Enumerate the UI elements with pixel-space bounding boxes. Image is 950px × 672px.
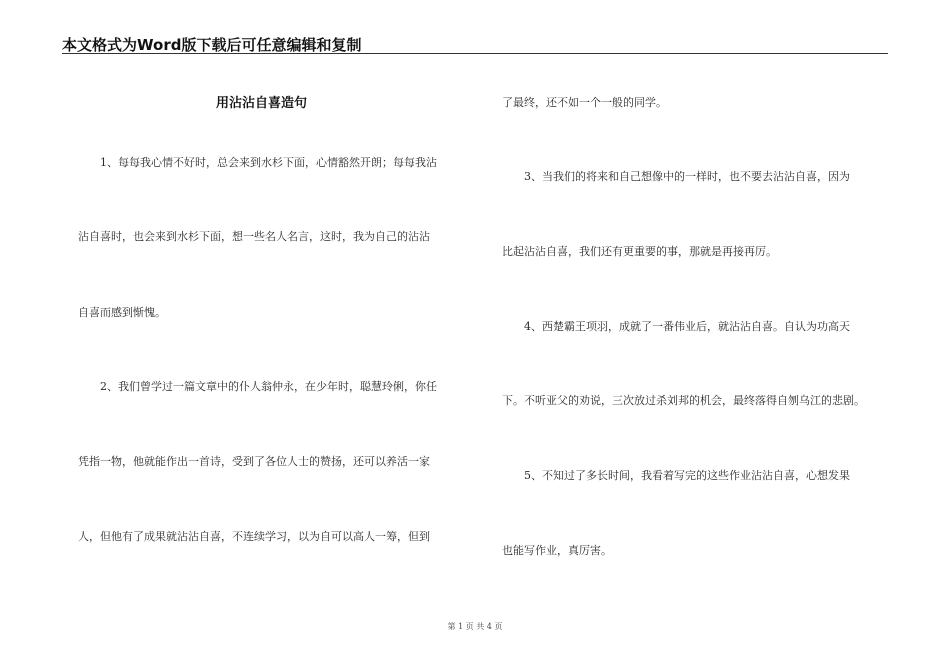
page-title: 用沾沾自喜造句 xyxy=(216,96,308,111)
paragraph-line: 2、我们曾学过一篇文章中的仆人翁仲永，在少年时，聪慧玲俐，你任 xyxy=(100,380,437,393)
paragraph-line: 4、西楚霸王项羽，成就了一番伟业后，就沾沾自喜。自认为功高天 xyxy=(524,320,850,333)
paragraph-line: 自喜而感到惭愧。 xyxy=(78,306,166,319)
paragraph-line: 也能写作业，真厉害。 xyxy=(502,544,612,557)
paragraph-line: 了最终，还不如一个一般的同学。 xyxy=(502,96,667,109)
paragraph-line: 人，但他有了成果就沾沾自喜，不连续学习，以为自可以高人一筹，但到 xyxy=(78,530,430,543)
paragraph-line: 1、每每我心情不好时，总会来到水杉下面，心情豁然开朗；每每我沾 xyxy=(100,156,437,169)
paragraph-line: 下。不听亚父的劝说，三次放过杀刘邦的机会，最终落得自刎乌江的悲剧。 xyxy=(502,394,865,407)
document-header: 本文格式为Word版下载后可任意编辑和复制 xyxy=(62,36,362,54)
paragraph-line: 比起沾沾自喜，我们还有更重要的事，那就是再接再厉。 xyxy=(502,245,777,258)
paragraph-line: 沾自喜时，也会来到水杉下面，想一些名人名言，这时，我为自己的沾沾 xyxy=(78,230,430,243)
paragraph-line: 3、当我们的将来和自己想像中的一样时，也不要去沾沾自喜，因为 xyxy=(524,170,850,183)
header-rule xyxy=(62,53,888,54)
page-footer: 第 1 页 共 4 页 xyxy=(447,622,503,631)
paragraph-line: 5、不知过了多长时间，我看着写完的这些作业沾沾自喜，心想发果 xyxy=(524,469,850,482)
paragraph-line: 凭指一物，他就能作出一首诗，受到了各位人士的赞扬，还可以养活一家 xyxy=(78,455,430,468)
